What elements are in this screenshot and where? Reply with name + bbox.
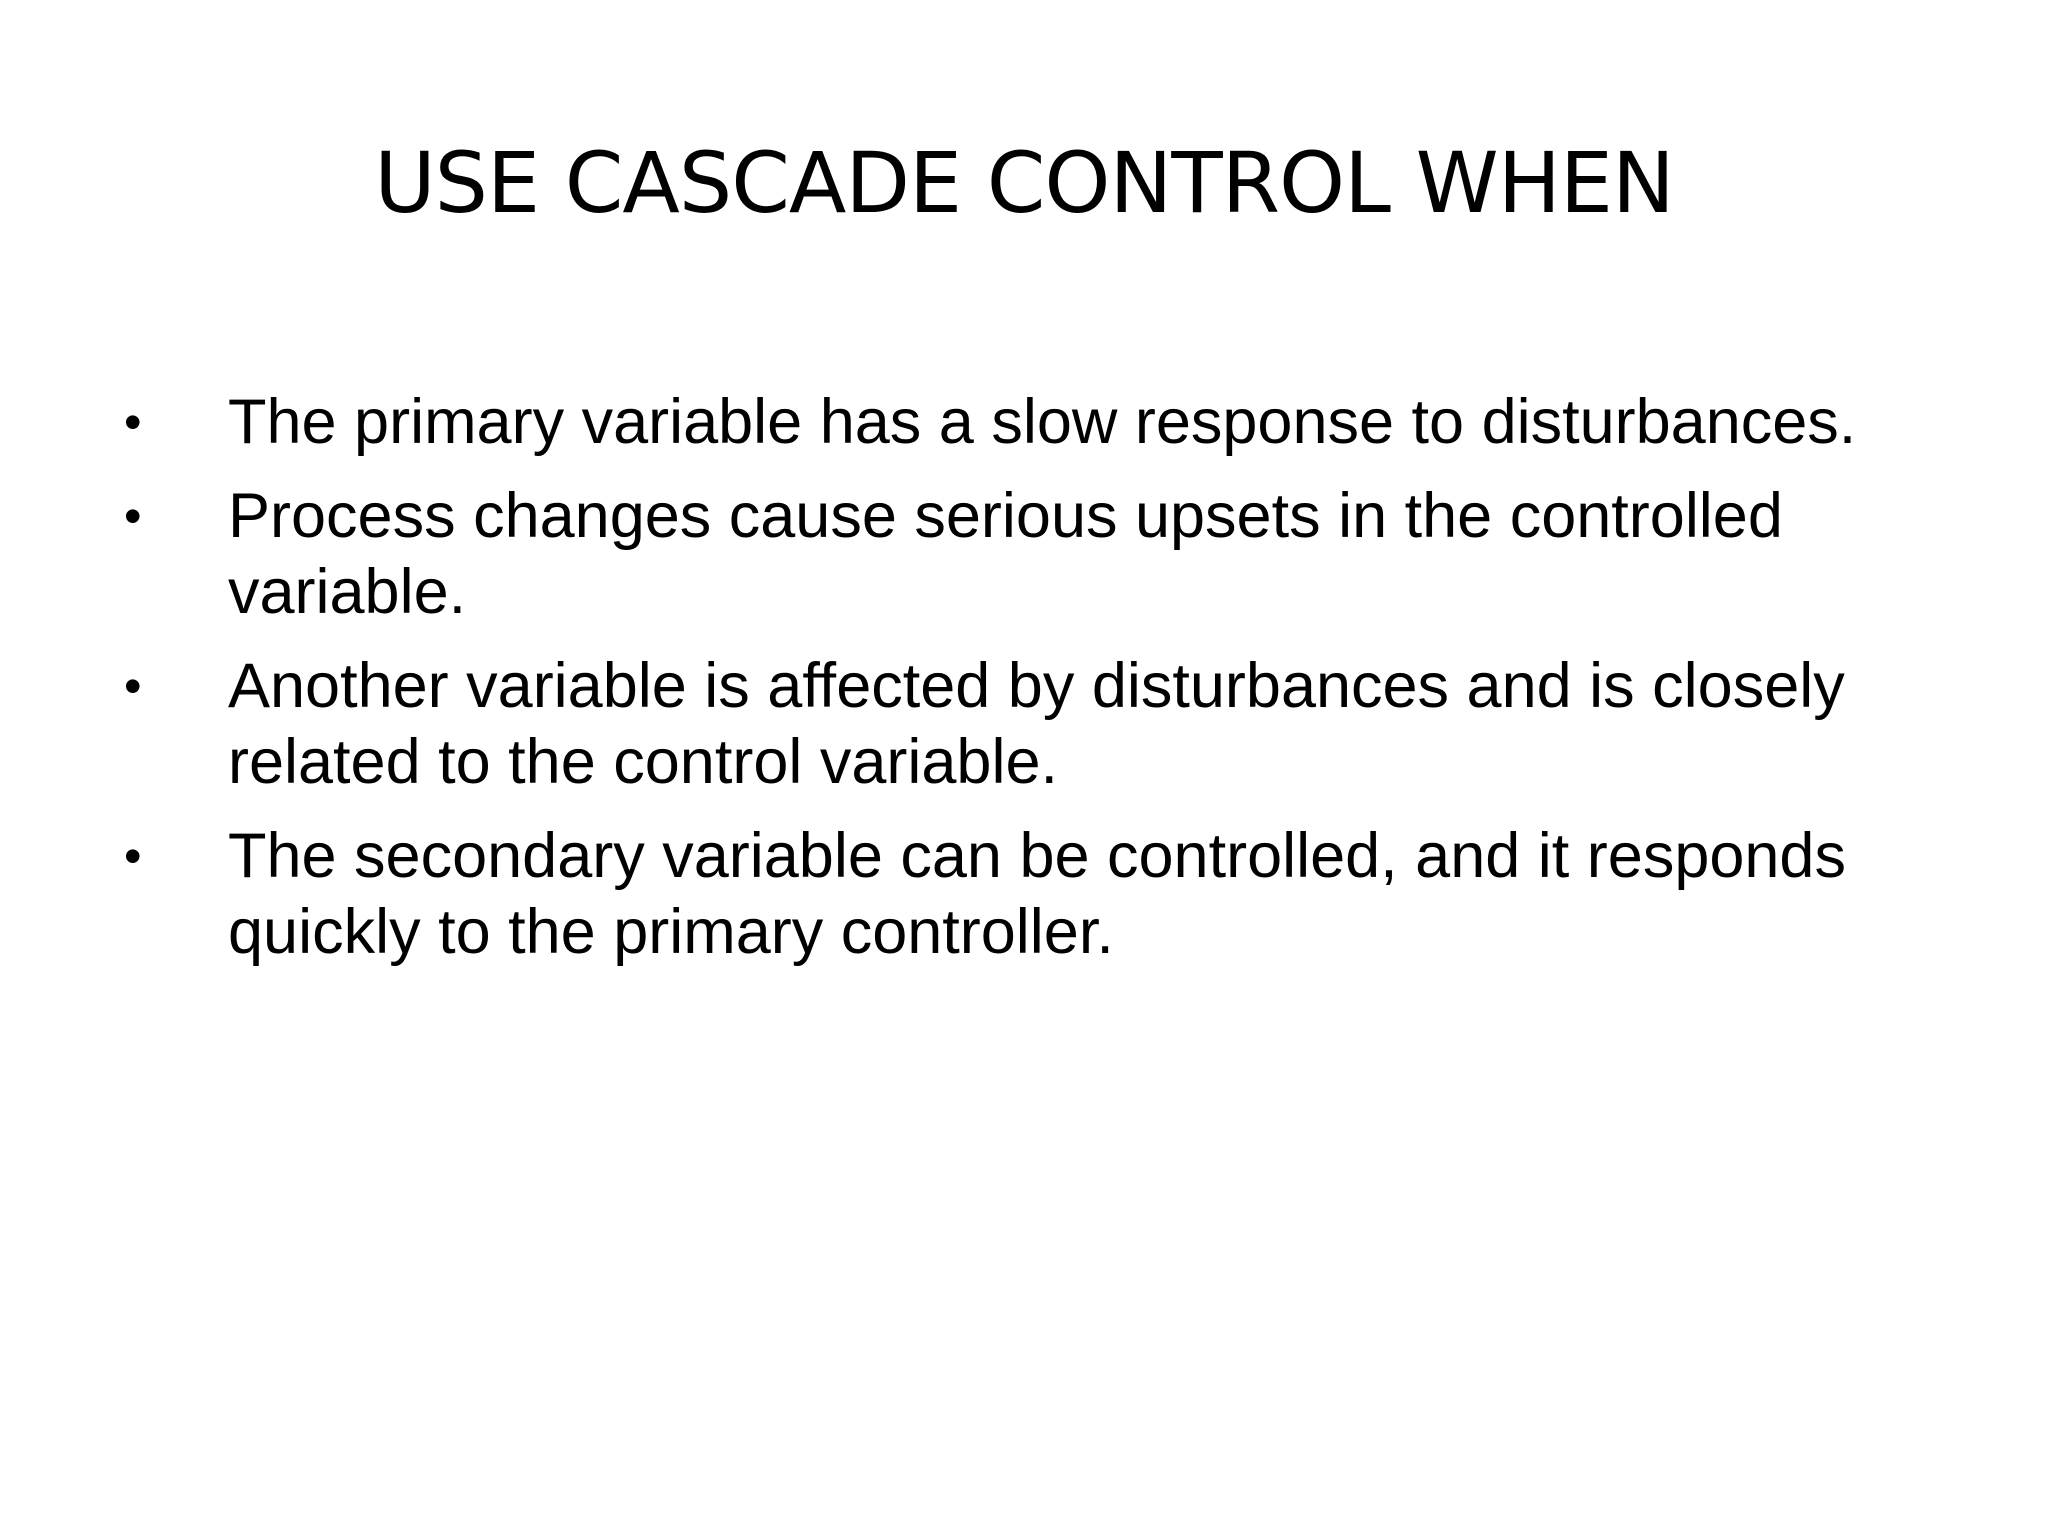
bullet-list: [120, 384, 1960, 988]
bullet-text: The secondary variable can be controlled, and it responds quickly to the primary controller.: [228, 821, 1846, 967]
bullet-item: [120, 818, 1960, 970]
bullet-text: The primary variable has a slow response to disturbances.: [228, 387, 1857, 457]
bullet-dot-icon: •: [124, 394, 142, 450]
bullet-dot-icon: •: [124, 488, 142, 544]
bullet-item: [120, 648, 1960, 800]
bullet-dot-icon: •: [124, 658, 142, 714]
slide-title: USE CASCADE CONTROL WHEN: [374, 134, 1674, 232]
bullet-dot-icon: •: [124, 828, 142, 884]
bullet-text: Another variable is affected by disturbances and is closely related to the control variable.: [228, 651, 1845, 797]
bullet-item: [120, 478, 1960, 630]
bullet-text: Process changes cause serious upsets in the controlled variable.: [228, 481, 1783, 627]
bullet-item: [120, 384, 1960, 460]
